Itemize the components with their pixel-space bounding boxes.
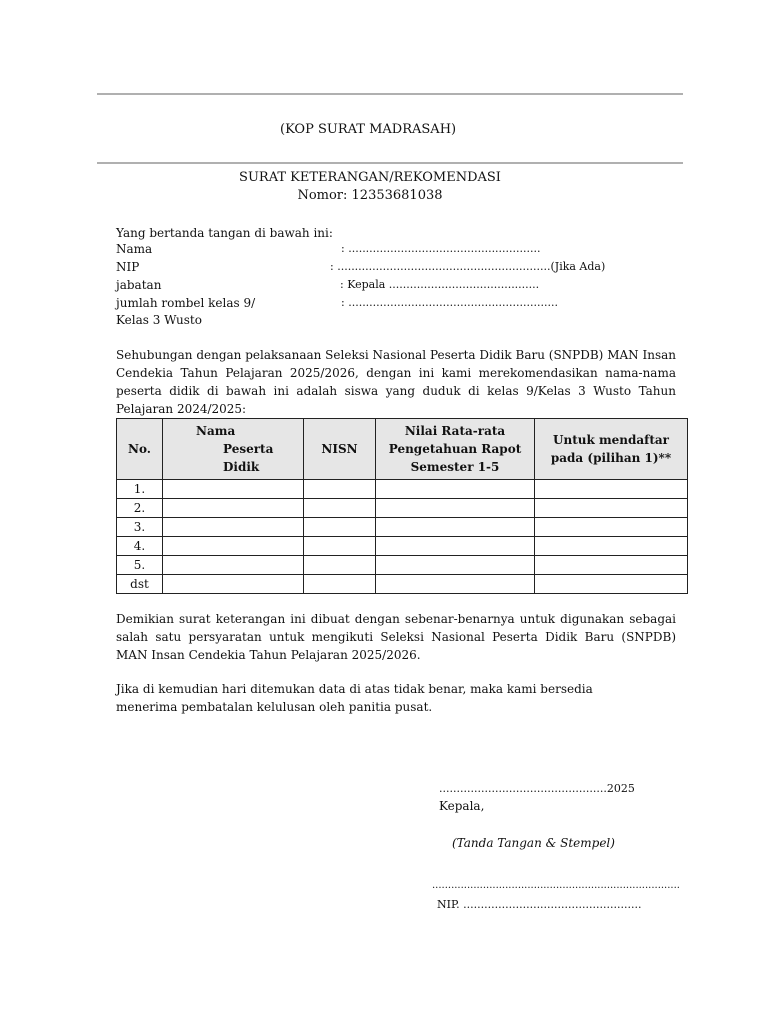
document-number: Nomor: 12353681038 xyxy=(297,188,443,203)
cell-daftar xyxy=(535,537,688,556)
cell-daftar xyxy=(535,480,688,499)
cell-nisn xyxy=(304,480,376,499)
cell-nisn xyxy=(304,499,376,518)
table-row xyxy=(117,537,688,556)
row-number: 2. xyxy=(117,499,163,518)
cell-nisn xyxy=(304,556,376,575)
cell-nama xyxy=(163,575,304,594)
cell-nisn xyxy=(304,575,376,594)
header-daftar: Untuk mendaftar pada (pilihan 1)** xyxy=(535,419,688,480)
cell-nama xyxy=(163,537,304,556)
row-number: dst xyxy=(117,575,163,594)
header-no: No. xyxy=(117,419,163,480)
cell-nilai xyxy=(376,499,535,518)
top-rule xyxy=(97,93,683,95)
field-value-nip: : .............................................................(Jika Ada) xyxy=(330,260,606,273)
cell-daftar xyxy=(535,499,688,518)
cell-nisn xyxy=(304,537,376,556)
cell-nama xyxy=(163,518,304,537)
paragraph-closing: Demikian surat keterangan ini dibuat dengan sebenar-benarnya untuk digunakan sebagai salah satu persyaratan untuk mengikuti Seleksi Nasional Peserta Didik Baru (SNPDB) MAN Insan Cendekia Tahun Pelajaran 2025/2026. xyxy=(116,612,676,662)
intro-text: Yang bertanda tangan di bawah ini: xyxy=(116,226,333,240)
field-label-jabatan: jabatan xyxy=(116,278,162,292)
header-nisn: NISN xyxy=(304,419,376,480)
field-value-rombel: : ............................................................ xyxy=(341,296,558,309)
cell-daftar xyxy=(535,518,688,537)
header-nama xyxy=(163,419,304,480)
signature-name-line: .............................................................................. xyxy=(432,880,680,891)
signature-nip: NIP. ................................................... xyxy=(437,898,642,911)
paragraph-statement: Jika di kemudian hari ditemukan data di atas tidak benar, maka kami bersedia menerima pembatalan kelulusan oleh panitia pusat. xyxy=(116,682,593,714)
signature-stamp-note: (Tanda Tangan & Stempel) xyxy=(452,836,615,850)
field-label-kelas: Kelas 3 Wusto xyxy=(116,313,202,327)
field-value-nama: : ....................................................... xyxy=(341,242,541,255)
signature-role: Kepala, xyxy=(439,799,485,813)
table-row xyxy=(117,518,688,537)
cell-nilai xyxy=(376,575,535,594)
table-row xyxy=(117,480,688,499)
cell-nilai xyxy=(376,537,535,556)
table-header-row xyxy=(117,419,688,480)
field-label-nip: NIP xyxy=(116,260,140,274)
header-nama-line2: Peserta xyxy=(223,442,274,456)
signature-date: ................................................2025 xyxy=(439,782,635,795)
cell-daftar xyxy=(535,556,688,575)
kop-surat-label: (KOP SURAT MADRASAH) xyxy=(280,122,457,137)
header-nilai: Nilai Rata-rata Pengetahuan Rapot Semester 1-5 xyxy=(376,419,535,480)
header-nama-line3: Didik xyxy=(223,460,260,474)
table-row xyxy=(117,575,688,594)
cell-nisn xyxy=(304,518,376,537)
row-number: 3. xyxy=(117,518,163,537)
row-number: 4. xyxy=(117,537,163,556)
cell-nama xyxy=(163,499,304,518)
row-number: 5. xyxy=(117,556,163,575)
row-number: 1. xyxy=(117,480,163,499)
field-value-jabatan: : Kepala ........................................... xyxy=(340,278,540,291)
cell-nama xyxy=(163,480,304,499)
header-nama-line1: Nama xyxy=(196,424,236,438)
cell-nilai xyxy=(376,518,535,537)
cell-daftar xyxy=(535,575,688,594)
student-table xyxy=(116,418,688,594)
field-label-rombel: jumlah rombel kelas 9/ xyxy=(116,296,256,310)
cell-nama xyxy=(163,556,304,575)
table-row xyxy=(117,499,688,518)
cell-nilai xyxy=(376,556,535,575)
paragraph-recommendation: Sehubungan dengan pelaksanaan Seleksi Nasional Peserta Didik Baru (SNPDB) MAN Insan Cendekia Tahun Pelajaran 2025/2026, dengan ini kami merekomendasikan nama-nama peserta didik di bawah ini adalah siswa yang duduk di kelas 9/Kelas 3 Wusto Tahun Pelajaran 2024/2025: xyxy=(116,348,676,416)
field-label-nama: Nama xyxy=(116,242,153,256)
cell-nilai xyxy=(376,480,535,499)
header-rule xyxy=(97,162,683,164)
table-row xyxy=(117,556,688,575)
document-title: SURAT KETERANGAN/REKOMENDASI xyxy=(239,170,501,185)
